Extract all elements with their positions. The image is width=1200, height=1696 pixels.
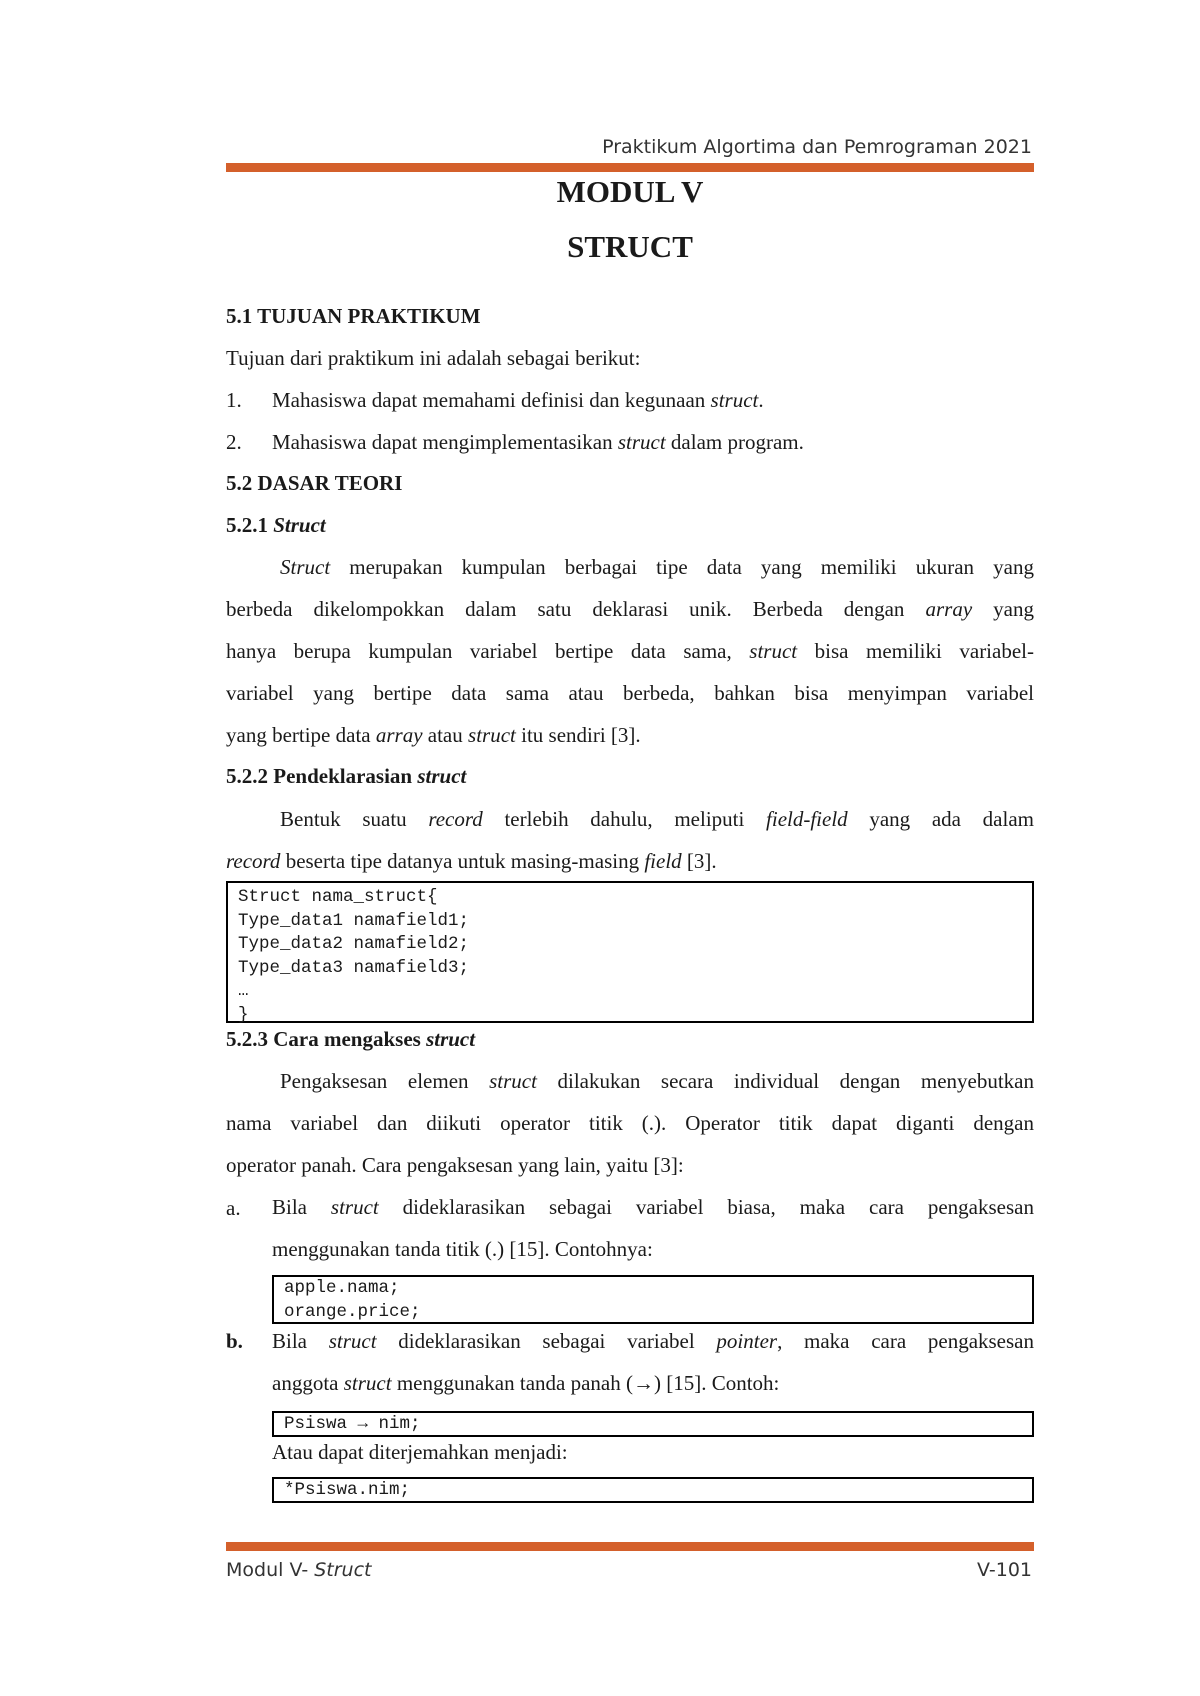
alternative-text: Atau dapat diterjemahkan menjadi: — [272, 1440, 568, 1464]
section-heading-5-2: 5.2 DASAR TEORI — [226, 471, 403, 495]
header-rule — [226, 163, 1034, 172]
list-item-a-line-2: menggunakan tanda titik (.) [15]. Contohnya: — [272, 1237, 653, 1261]
subsection-heading-5-2-2: 5.2.2 Pendeklarasian struct — [226, 764, 467, 788]
code-block-dot-access: apple.nama; orange.price; — [272, 1275, 1034, 1324]
objective-number-1: 1. — [226, 388, 242, 412]
paragraph-access-line-1: Pengaksesan elemen struct dilakukan secara individual dengan menyebutkan — [280, 1069, 1034, 1093]
paragraph-struct-line-5: yang bertipe data array atau struct itu sendiri [3]. — [226, 723, 641, 747]
running-header: Praktikum Algortima dan Pemrograman 2021 — [602, 136, 1032, 158]
paragraph-struct-line-3: hanya berupa kumpulan variabel bertipe data sama, struct bisa memiliki variabel- — [226, 639, 1034, 663]
paragraph-struct-line-2: berbeda dikelompokkan dalam satu deklarasi unik. Berbeda dengan array yang — [226, 597, 1034, 621]
section-heading-5-1: 5.1 TUJUAN PRAKTIKUM — [226, 304, 481, 328]
paragraph-declaration-line-2: record beserta tipe datanya untuk masing-masing field [3]. — [226, 849, 717, 873]
page-number: V-101 — [976, 1559, 1032, 1581]
objective-item-1: Mahasiswa dapat memahami definisi dan kegunaan struct. — [272, 388, 764, 412]
topic-title: STRUCT — [567, 229, 693, 264]
paragraph-struct-line-4: variabel yang bertipe data sama atau berbeda, bahkan bisa menyimpan variabel — [226, 681, 1034, 705]
paragraph-access-line-2: nama variabel dan diikuti operator titik (.). Operator titik dapat diganti dengan — [226, 1111, 1034, 1135]
objectives-intro: Tujuan dari praktikum ini adalah sebagai berikut: — [226, 346, 641, 370]
list-item-b-line-1: Bila struct dideklarasikan sebagai variabel pointer, maka cara pengaksesan — [272, 1329, 1034, 1353]
list-label-a: a. — [226, 1196, 241, 1220]
objective-item-2: Mahasiswa dapat mengimplementasikan struct dalam program. — [272, 430, 804, 454]
code-block-struct-declaration: Struct nama_struct{ Type_data1 namafield1; Type_data2 namafield2; Type_data3 namafield3; … } — [226, 881, 1034, 1023]
list-item-b-line-2: anggota struct menggunakan tanda panah (→) [15]. Contoh: — [272, 1371, 780, 1395]
subsection-heading-5-2-3: 5.2.3 Cara mengakses struct — [226, 1027, 476, 1051]
paragraph-access-line-3: operator panah. Cara pengaksesan yang lain, yaitu [3]: — [226, 1153, 684, 1177]
code-block-pointer-deref: *Psiswa.nim; — [272, 1477, 1034, 1503]
list-label-b: b. — [226, 1329, 243, 1353]
list-item-a-line-1: Bila struct dideklarasikan sebagai variabel biasa, maka cara pengaksesan — [272, 1195, 1034, 1219]
objective-number-2: 2. — [226, 430, 242, 454]
code-block-arrow-access: Psiswa → nim; — [272, 1411, 1034, 1437]
paragraph-declaration-line-1: Bentuk suatu record terlebih dahulu, meliputi field-field yang ada dalam — [280, 807, 1034, 831]
module-title: MODUL V — [556, 174, 704, 209]
paragraph-struct-line-1: Struct merupakan kumpulan berbagai tipe data yang memiliki ukuran yang — [280, 555, 1034, 579]
footer-rule — [226, 1542, 1034, 1551]
subsection-heading-5-2-1: 5.2.1 Struct — [226, 513, 326, 537]
footer-left: Modul V- Struct — [226, 1559, 372, 1581]
